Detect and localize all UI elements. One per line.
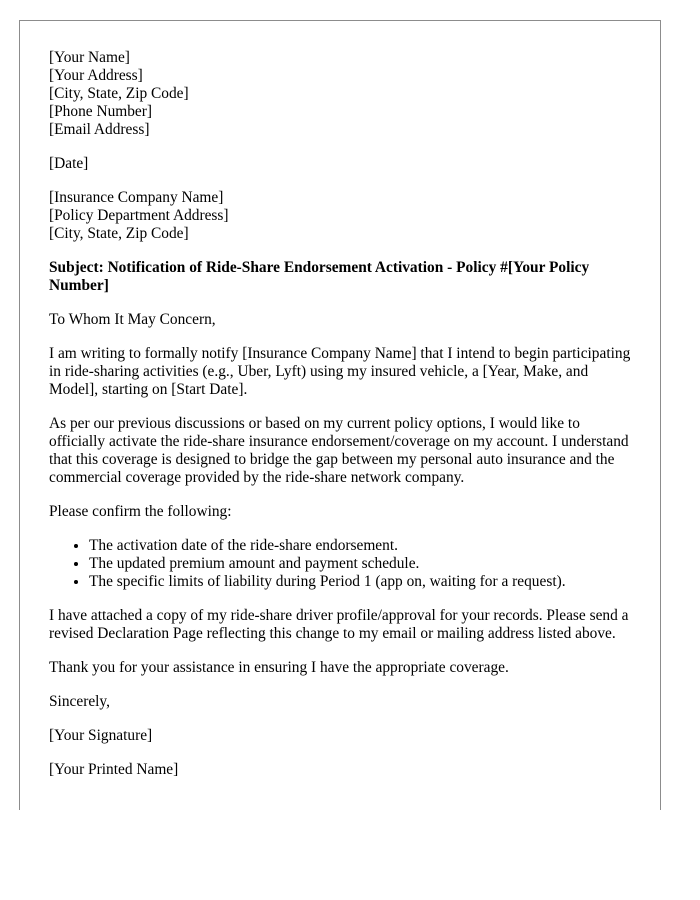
recipient-city-state-zip: [City, State, Zip Code] [49,225,189,242]
salutation: To Whom It May Concern, [49,311,216,328]
paragraph-intro: I am writing to formally notify [Insurance Company Name] that I intend to begin participating in ride-sharing activities (e.g., Uber, Lyft) using my insured vehicle, a [Year, Make, and Model], starting on [Start Date]. [49,345,631,398]
letter-date: [Date] [49,155,89,172]
letter-body [49,49,639,795]
sender-email: [Email Address] [49,121,150,138]
confirm-list [49,537,639,591]
list-item: • The updated premium amount and payment schedule. [89,555,639,573]
valediction: Sincerely, [49,693,110,710]
list-item: • The specific limits of liability during Period 1 (app on, waiting for a request). [89,573,639,591]
sender-address: [Your Address] [49,67,143,84]
subject-line: Subject: Notification of Ride-Share Endorsement Activation - Policy #[Your Policy Number] [49,259,590,294]
paragraph-activation: As per our previous discussions or based on my current policy options, I would like to officially activate the ride-share insurance endorsement/coverage on my account. I understand that this coverage is designed to bridge the gap between my personal auto insurance and the commercial coverage provided by the ride-share network company. [49,415,629,486]
date-block [49,155,639,173]
paragraph-thanks: Thank you for your assistance in ensuring I have the appropriate coverage. [49,659,509,676]
paragraph-confirm-lead: Please confirm the following: [49,503,232,520]
sender-name: [Your Name] [49,49,130,66]
paragraph-attachment: I have attached a copy of my ride-share driver profile/approval for your records. Please send a revised Declaration Page reflecting this change to my email or mailing address listed above. [49,607,629,642]
sender-phone: [Phone Number] [49,103,153,120]
letter-page [19,20,661,810]
recipient-company: [Insurance Company Name] [49,189,224,206]
signature-placeholder: [Your Signature] [49,727,153,744]
recipient-block [49,189,639,243]
sender-city-state-zip: [City, State, Zip Code] [49,85,189,102]
list-item: • The activation date of the ride-share endorsement. [89,537,639,555]
sender-block [49,49,639,139]
printed-name: [Your Printed Name] [49,761,179,778]
recipient-department-address: [Policy Department Address] [49,207,229,224]
